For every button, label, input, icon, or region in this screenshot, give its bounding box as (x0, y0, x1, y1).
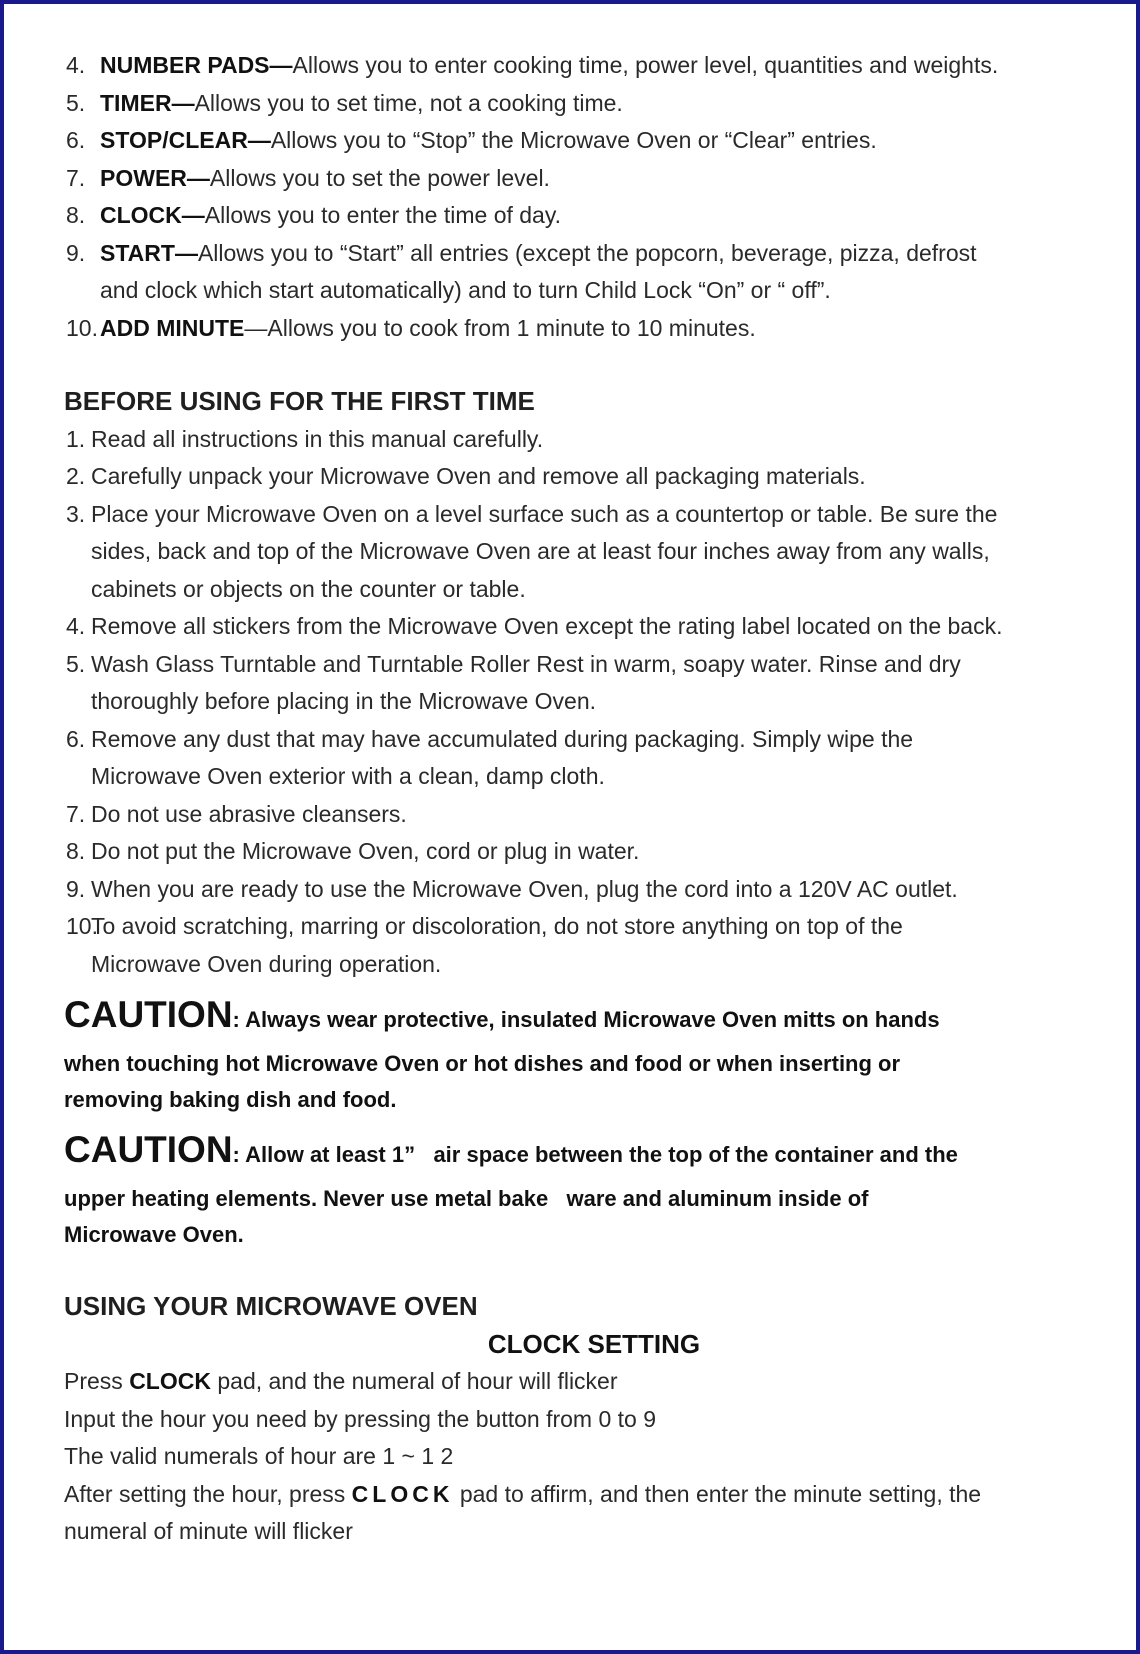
caution-label: CAUTION (64, 994, 233, 1035)
control-description-continued: and clock which start automatically) and to turn Child Lock “On” or “ off”. (100, 277, 831, 303)
control-item-number-pads: 4. NUMBER PADS—Allows you to enter cooking time, power level, quantities and weights. (66, 52, 999, 78)
control-item-add-minute: 10. ADD MINUTE—Allows you to cook from 1 minute to 10 minutes. (66, 314, 756, 341)
section-spacer (64, 347, 1094, 383)
instruction-line: Input the hour you need by pressing the button from 0 to 9 (64, 1405, 657, 1432)
subheading-clock-setting: CLOCK SETTING (487, 1328, 701, 1359)
section-spacer (64, 1253, 1094, 1288)
control-description: Allows you to “Start” all entries (except the popcorn, beverage, pizza, defrost (197, 239, 977, 266)
control-label: CLOCK (100, 202, 182, 228)
control-description: Allows you to “Stop” the Microwave Oven or “Clear” entries. (270, 127, 877, 153)
section-heading-before-using: BEFORE USING FOR THE FIRST TIME (64, 386, 535, 416)
control-label: TIMER (100, 89, 172, 116)
control-description: Allows you to set the power level. (209, 164, 550, 191)
control-label: START (100, 239, 175, 266)
control-description: Allows you to set time, not a cooking time. (194, 89, 623, 116)
control-item-stop-clear: 6. STOP/CLEAR—Allows you to “Stop” the Microwave Oven or “Clear” entries. (66, 127, 877, 153)
control-label: STOP/CLEAR (100, 127, 248, 153)
control-item-clock: 8. CLOCK—Allows you to enter the time of day. (66, 202, 562, 228)
step-item: 3. Place your Microwave Oven on a level surface such as a countertop or table. Be sure the sides, back and top of the Microwave Oven are at least four inches away from any walls, cabinets or objects on the counter or table. (66, 500, 998, 602)
instruction-line: After setting the hour, press CLOCK pad to affirm, and then enter the minute setting, the (64, 1480, 982, 1507)
section-heading-using-oven: USING YOUR MICROWAVE OVEN (64, 1291, 478, 1321)
caution-block-mitts: CAUTION: Always wear protective, insulated Microwave Oven mitts on hands when touching hot Microwave Oven or hot dishes and food or when inserting or removing baking dish and food. (64, 994, 940, 1112)
control-description: Allows you to cook from 1 minute to 10 minutes. (267, 314, 756, 341)
instruction-line: Press CLOCK pad, and the numeral of hour will flicker (64, 1368, 618, 1394)
page-content (64, 47, 1094, 1551)
step-item: 9. When you are ready to use the Microwave Oven, plug the cord into a 120V AC outlet. (66, 875, 958, 902)
step-item: 5. Wash Glass Turntable and Turntable Roller Rest in warm, soapy water. Rinse and dry thoroughly before placing in the Microwave Oven. (66, 650, 961, 714)
control-description: Allows you to enter the time of day. (204, 202, 562, 228)
step-item: 1. Read all instructions in this manual carefully. (66, 425, 544, 452)
step-item: 6. Remove any dust that may have accumulated during packaging. Simply wipe the Microwave Oven exterior with a clean, damp cloth. (66, 725, 914, 789)
caution-block-air-space: CAUTION: Allow at least 1” air space between the top of the container and the upper heating elements. Never use metal bake ware and aluminum inside of Microwave Oven. (64, 1129, 958, 1247)
instruction-line: The valid numerals of hour are 1 ~ 1 2 (64, 1443, 454, 1469)
control-label: POWER (100, 164, 187, 191)
control-label: NUMBER PADS (100, 52, 270, 78)
step-item: 4. Remove all stickers from the Microwave Oven except the rating label located on the back. (66, 613, 1003, 639)
step-item: 8. Do not put the Microwave Oven, cord or plug in water. (66, 838, 640, 864)
control-label: ADD MINUTE (100, 314, 245, 341)
step-item: 7. Do not use abrasive cleansers. (66, 800, 407, 827)
clock-setting-instructions (64, 1363, 1094, 1551)
caution-label: CAUTION (64, 1129, 233, 1170)
control-description: Allows you to enter cooking time, power level, quantities and weights. (292, 52, 999, 78)
control-item-timer: 5. TIMER—Allows you to set time, not a cooking time. (66, 89, 623, 116)
step-item: 2. Carefully unpack your Microwave Oven and remove all packaging materials. (66, 463, 866, 489)
instruction-line: numeral of minute will flicker (64, 1518, 353, 1544)
control-item-start: 9. START—Allows you to “Start” all entries (except the popcorn, beverage, pizza, defrost and clock which start automatically) and to turn Child Lock “On” or “ off”. (64, 235, 1094, 310)
before-using-steps (64, 421, 1094, 984)
control-item-power: 7. POWER—Allows you to set the power level. (66, 164, 550, 191)
step-item: 10. To avoid scratching, marring or discoloration, do not store anything on top of the Microwave Oven during operation. (66, 913, 903, 977)
control-pad-list (64, 47, 1094, 347)
